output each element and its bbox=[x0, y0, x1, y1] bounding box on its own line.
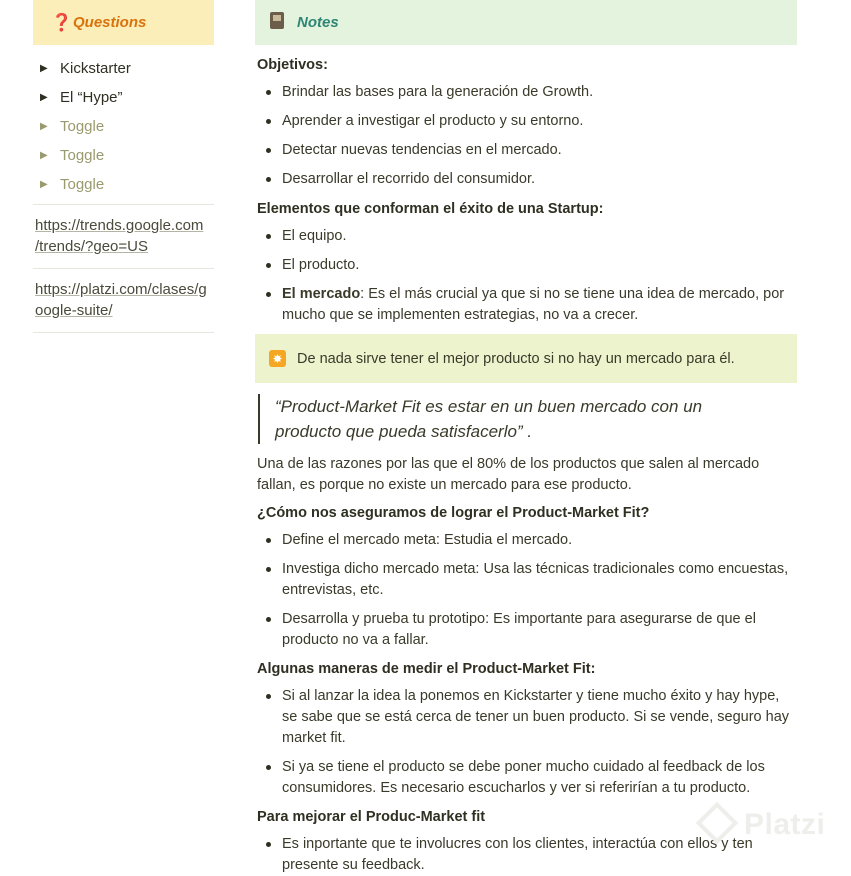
quote-block bbox=[258, 394, 797, 444]
objetivos-heading: Objetivos: bbox=[257, 57, 328, 73]
elementos-list bbox=[255, 226, 797, 326]
list-item: El producto. bbox=[255, 255, 797, 276]
toggle-item-kickstarter[interactable] bbox=[33, 54, 214, 83]
sidebar bbox=[33, 0, 214, 333]
platzi-logo-icon bbox=[696, 802, 738, 844]
list-item bbox=[255, 284, 797, 326]
medir-list bbox=[255, 686, 797, 799]
list-item: Desarrollar el recorrido del consumidor. bbox=[255, 169, 797, 190]
mercado-text: : Es el más crucial ya que si no se tiene una idea de mercado, por mucho que se implementen estrategias, no va a crecer. bbox=[282, 286, 785, 323]
callout-text: De nada sirve tener el mejor producto si no hay un mercado para él. bbox=[297, 350, 735, 367]
notes-title: Notes bbox=[297, 14, 339, 31]
divider bbox=[33, 332, 214, 333]
toggle-item-empty[interactable] bbox=[33, 112, 214, 141]
toggle-label: El “Hype” bbox=[60, 89, 123, 106]
list-item: Aprender a investigar el producto y su entorno. bbox=[255, 111, 797, 132]
link-text[interactable]: https://trends.google.com bbox=[35, 217, 204, 234]
question-mark-icon: ❓ bbox=[51, 12, 73, 32]
toggle-label: Toggle bbox=[60, 147, 105, 164]
questions-header[interactable] bbox=[33, 0, 214, 45]
list-item: Si ya se tiene el producto se debe poner mucho cuidado al feedback de los consumidores. Es necesario escucharlos y ver si referirían a tu producto. bbox=[255, 757, 797, 799]
quote-line: producto que pueda satisfacerlo” . bbox=[275, 422, 533, 441]
link-text[interactable]: oogle-suite/ bbox=[35, 302, 113, 319]
triangle-right-icon[interactable]: ▶ bbox=[40, 92, 48, 103]
list-item: Desarrolla y prueba tu prototipo: Es importante para asegurarse de que el producto no va a fallar. bbox=[255, 609, 797, 651]
collision-icon: ✸ bbox=[269, 350, 286, 367]
mercado-bold: El mercado bbox=[282, 286, 361, 302]
medir-heading: Algunas maneras de medir el Product-Market Fit: bbox=[257, 661, 596, 677]
link-platzi-class[interactable] bbox=[33, 269, 214, 332]
toggle-item-empty[interactable] bbox=[33, 170, 214, 199]
mejorar-heading: Para mejorar el Produc-Market fit bbox=[257, 809, 486, 825]
link-google-trends[interactable] bbox=[33, 205, 214, 268]
como-heading: ¿Cómo nos aseguramos de lograr el Product-Market Fit? bbox=[257, 505, 650, 521]
callout bbox=[255, 334, 797, 383]
notes-header[interactable] bbox=[255, 0, 797, 45]
objetivos-list bbox=[255, 82, 797, 190]
list-item: El equipo. bbox=[255, 226, 797, 247]
elementos-heading: Elementos que conforman el éxito de una Startup: bbox=[257, 201, 604, 217]
notebook-icon bbox=[270, 12, 284, 29]
notes-column bbox=[255, 0, 797, 876]
questions-title: Questions bbox=[73, 14, 147, 31]
quote-line: “Product-Market Fit es estar en un buen mercado con un bbox=[275, 397, 703, 416]
list-item: Detectar nuevas tendencias en el mercado. bbox=[255, 140, 797, 161]
triangle-right-icon[interactable]: ▶ bbox=[40, 63, 48, 74]
toggle-label: Kickstarter bbox=[60, 60, 131, 77]
toggle-label: Toggle bbox=[60, 176, 105, 193]
platzi-watermark bbox=[702, 808, 825, 842]
triangle-right-icon[interactable]: ▶ bbox=[40, 121, 48, 132]
como-list bbox=[255, 530, 797, 651]
watermark-text: Platzi bbox=[744, 808, 826, 841]
toggle-item-hype[interactable] bbox=[33, 83, 214, 112]
toggle-item-empty[interactable] bbox=[33, 141, 214, 170]
link-text[interactable]: https://platzi.com/clases/g bbox=[35, 281, 207, 298]
list-item: Brindar las bases para la generación de Growth. bbox=[255, 82, 797, 103]
list-item: Es inportante que te involucres con los clientes, interactúa con ellos y ten presente su feedback. bbox=[255, 834, 797, 876]
list-item: Define el mercado meta: Estudia el mercado. bbox=[255, 530, 797, 551]
toggle-list bbox=[33, 54, 214, 199]
link-text[interactable]: /trends/?geo=US bbox=[35, 238, 148, 255]
triangle-right-icon[interactable]: ▶ bbox=[40, 179, 48, 190]
triangle-right-icon[interactable]: ▶ bbox=[40, 150, 48, 161]
list-item: Investiga dicho mercado meta: Usa las técnicas tradicionales como encuestas, entrevistas, etc. bbox=[255, 559, 797, 601]
toggle-label: Toggle bbox=[60, 118, 105, 135]
list-item: Si al lanzar la idea la ponemos en Kickstarter y tiene mucho éxito y hay hype, se sabe que se está cerca de tener un buen producto. Si se vende, seguro hay market fit. bbox=[255, 686, 797, 749]
razones-paragraph: Una de las razones por las que el 80% de los productos que salen al mercado fallan, es porque no existe un mercado para ese producto. bbox=[257, 456, 760, 493]
